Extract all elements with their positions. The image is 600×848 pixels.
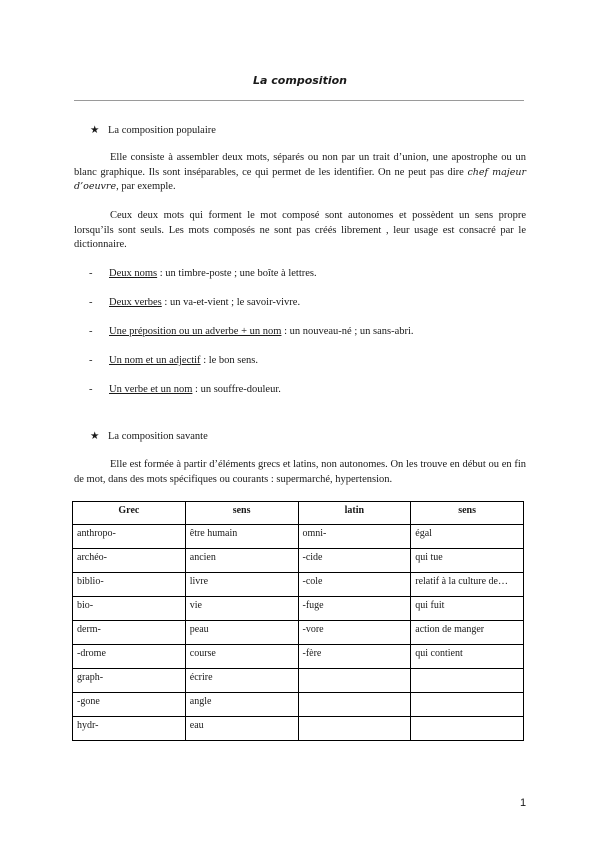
table-cell: derm-: [73, 621, 186, 645]
list-text: : un timbre-poste ; une boîte à lettres.: [157, 268, 317, 279]
list-text: : le bon sens.: [200, 355, 259, 366]
list-term: Deux verbes: [109, 297, 162, 308]
table-cell: relatif à la culture de…: [411, 573, 524, 597]
table-cell: biblio-: [73, 573, 186, 597]
column-header: Grec: [73, 502, 186, 525]
table-cell: vie: [185, 597, 298, 621]
section-heading-savante: [90, 430, 208, 442]
table-row: [73, 549, 524, 573]
table-cell: qui fuit: [411, 597, 524, 621]
table-cell: graph-: [73, 669, 186, 693]
table-cell: -cide: [298, 549, 411, 573]
bullet-dash: -: [89, 268, 93, 279]
table-cell: [411, 717, 524, 741]
list-item: [89, 268, 317, 279]
table-cell: [298, 717, 411, 741]
title-divider: [74, 100, 524, 101]
table-cell: action de manger: [411, 621, 524, 645]
table-row: [73, 597, 524, 621]
list-term: Deux noms: [109, 268, 158, 279]
list-term: Un verbe et un nom: [109, 384, 193, 395]
table-cell: ancien: [185, 549, 298, 573]
table-cell: -gone: [73, 693, 186, 717]
section-heading-populaire: [90, 124, 216, 136]
table-row: [73, 621, 524, 645]
table-cell: bio-: [73, 597, 186, 621]
table-cell: hydr-: [73, 717, 186, 741]
paragraph-autonomy: Ceux deux mots qui forment le mot composé sont autonomes et possèdent un sens propre lorsqu’ils sont seuls. Les mots composés ne sont pas créés librement , leur usage est consacré par le dictionnaire.: [74, 210, 526, 250]
list-term: Une préposition ou un adverbe + un nom: [109, 326, 282, 337]
table-row: [73, 669, 524, 693]
table-cell: être humain: [185, 525, 298, 549]
table-row: [73, 717, 524, 741]
table-cell: -fuge: [298, 597, 411, 621]
table-cell: -vore: [298, 621, 411, 645]
section-heading-text: La composition savante: [108, 431, 208, 442]
table-cell: eau: [185, 717, 298, 741]
list-item: [89, 384, 281, 395]
example-phrase: chef majeur d’oeuvre: [74, 166, 526, 192]
bullet-dash: -: [89, 297, 93, 308]
section-heading-text: La composition populaire: [108, 125, 216, 136]
page-number: 1: [520, 797, 527, 809]
table-cell: angle: [185, 693, 298, 717]
column-header: latin: [298, 502, 411, 525]
table-row: [73, 645, 524, 669]
table-cell: archéo-: [73, 549, 186, 573]
table-cell: peau: [185, 621, 298, 645]
table-cell: [411, 669, 524, 693]
table-cell: -fère: [298, 645, 411, 669]
list-item: [89, 326, 414, 337]
table-cell: égal: [411, 525, 524, 549]
table-row: [73, 573, 524, 597]
list-text: : un nouveau-né ; un sans-abri.: [281, 326, 414, 337]
table-cell: livre: [185, 573, 298, 597]
table-cell: -cole: [298, 573, 411, 597]
table-cell: [411, 693, 524, 717]
list-item: [89, 297, 300, 308]
page-title: La composition: [253, 74, 347, 87]
paragraph-definition: [74, 151, 526, 195]
table-cell: anthropo-: [73, 525, 186, 549]
list-text: : un souffre-douleur.: [192, 384, 281, 395]
bullet-dash: -: [89, 355, 93, 366]
bullet-dash: -: [89, 326, 93, 337]
table-cell: [298, 693, 411, 717]
table-cell: [298, 669, 411, 693]
column-header: sens: [411, 502, 524, 525]
table-cell: -drome: [73, 645, 186, 669]
table-row: [73, 693, 524, 717]
table-cell: qui tue: [411, 549, 524, 573]
bullet-dash: -: [89, 384, 93, 395]
star-icon: ★: [90, 125, 100, 136]
word-elements-table: [72, 501, 524, 741]
list-item: [89, 355, 258, 366]
table-header-row: [73, 502, 524, 525]
table-cell: course: [185, 645, 298, 669]
paragraph-text: Elle consiste à assembler deux mots, séparés ou non par un trait d’union, une apostrophe ou un blanc graphique. Ils sont inséparables, ce qui permet de les identifier. On ne peut pas dire: [74, 152, 526, 178]
table-row: [73, 525, 524, 549]
table-cell: écrire: [185, 669, 298, 693]
table-cell: omni-: [298, 525, 411, 549]
paragraph-text: , par exemple.: [116, 181, 176, 192]
table-cell: qui contient: [411, 645, 524, 669]
paragraph-savante: Elle est formée à partir d’éléments grecs et latins, non autonomes. On les trouve en début ou en fin de mot, dans des mots spécifiques ou courants : supermarché, hypertension.: [74, 459, 526, 485]
list-text: : un va-et-vient ; le savoir-vivre.: [161, 297, 301, 308]
star-icon: ★: [90, 431, 100, 442]
column-header: sens: [185, 502, 298, 525]
list-term: Un nom et un adjectif: [109, 355, 201, 366]
